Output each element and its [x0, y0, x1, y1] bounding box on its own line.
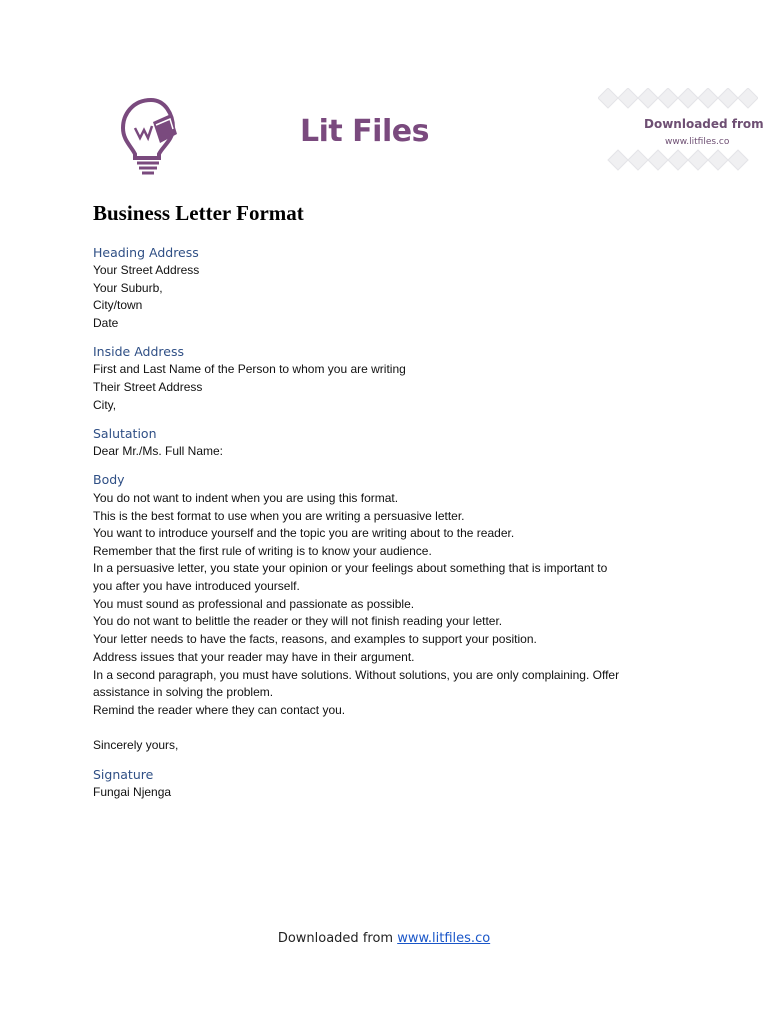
- footer-prefix: Downloaded from: [277, 931, 398, 946]
- inside-line: Their Street Address: [93, 380, 203, 394]
- body-line: assistance in solving the problem.: [93, 685, 274, 699]
- brand-name: Lit Files: [300, 114, 429, 149]
- badge-url: www.litfiles.co: [665, 137, 730, 147]
- body-line: You must sound as professional and passionate as possible.: [93, 597, 415, 611]
- body-line: You want to introduce yourself and the topic you are writing about to the reader.: [93, 526, 515, 540]
- body-line: Remember that the first rule of writing is to know your audience.: [93, 544, 432, 558]
- body-line: Address issues that your reader may have in their argument.: [93, 650, 415, 664]
- signature-label: Signature: [93, 767, 154, 782]
- heading-line: City/town: [93, 298, 143, 312]
- heading-address-label: Heading Address: [93, 245, 199, 260]
- body-line: In a second paragraph, you must have solutions. Without solutions, you are only complaining. Offer: [93, 668, 620, 682]
- footer: [0, 931, 768, 946]
- inside-line: First and Last Name of the Person to whom you are writing: [93, 362, 406, 376]
- heading-line: Your Suburb,: [93, 281, 163, 295]
- heading-line: Date: [93, 316, 119, 330]
- lightbulb-book-icon: [115, 96, 187, 180]
- inside-line: City,: [93, 398, 117, 412]
- badge-downloaded-from: Downloaded from: [644, 117, 764, 131]
- signature-name: Fungai Njenga: [93, 785, 172, 799]
- salutation-line: Dear Mr./Ms. Full Name:: [93, 444, 224, 458]
- heading-line: Your Street Address: [93, 263, 200, 277]
- closing-line: Sincerely yours,: [93, 738, 179, 752]
- body-line: In a persuasive letter, you state your opinion or your feelings about something that is important to: [93, 561, 608, 575]
- body-line: You do not want to indent when you are using this format.: [93, 491, 399, 505]
- body-line: You do not want to belittle the reader or they will not finish reading your letter.: [93, 614, 503, 628]
- body-line: Remind the reader where they can contact you.: [93, 703, 346, 717]
- body-label: Body: [93, 472, 125, 487]
- body-line: This is the best format to use when you are writing a persuasive letter.: [93, 509, 465, 523]
- footer-link[interactable]: www.litfiles.co: [397, 931, 491, 946]
- salutation-label: Salutation: [93, 426, 157, 441]
- body-line: Your letter needs to have the facts, reasons, and examples to support your position.: [93, 632, 537, 646]
- watermark-badge: [598, 88, 758, 174]
- document-title: Business Letter Format: [93, 201, 304, 225]
- body-line: you after you have introduced yourself.: [93, 579, 300, 593]
- inside-address-label: Inside Address: [93, 344, 184, 359]
